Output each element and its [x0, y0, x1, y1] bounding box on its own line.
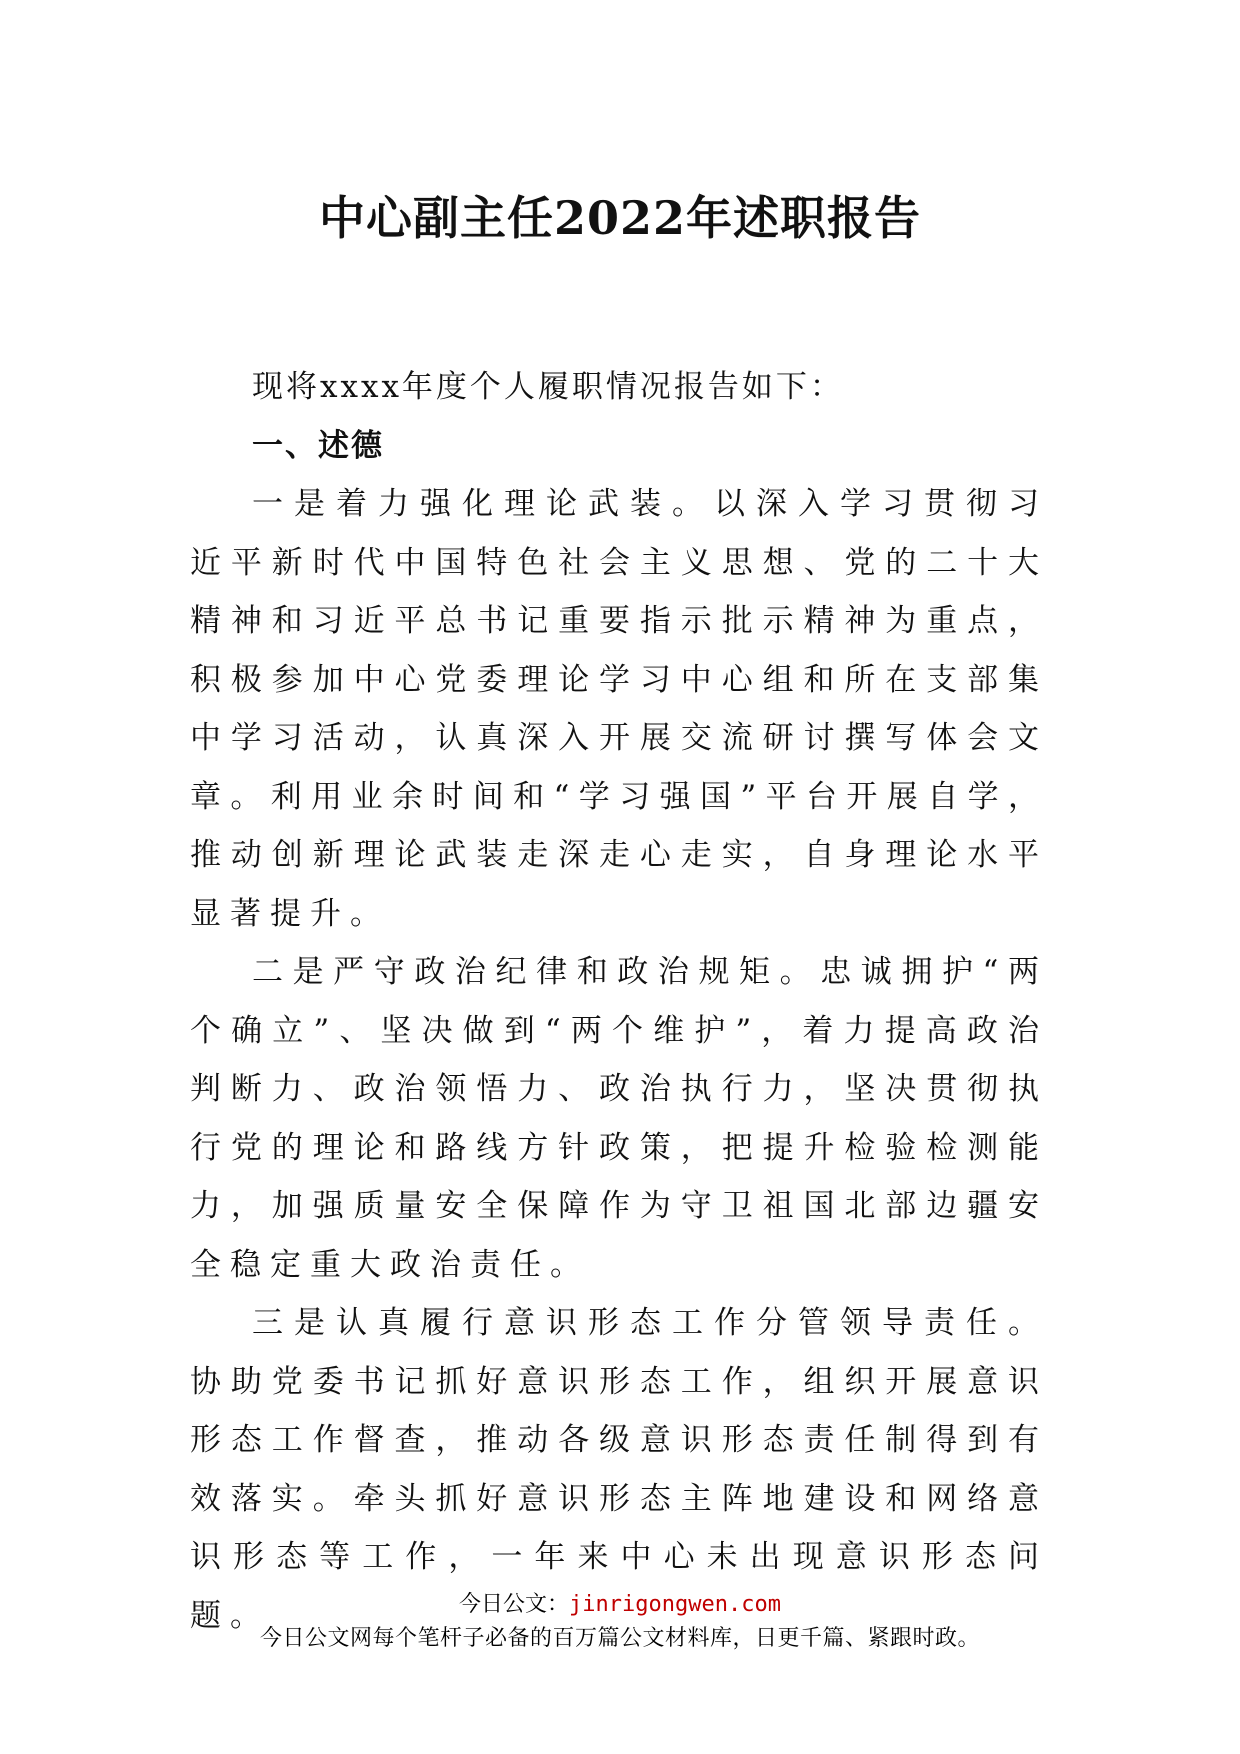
document-body — [190, 358, 1048, 1645]
section-heading: 一、述德 — [252, 427, 384, 464]
footer-tagline: 今日公文网每个笔杆子必备的百万篇公文材料库，日更千篇、紧跟时政。 — [259, 1626, 980, 1651]
document-title: 中心副主任2022年述职报告 — [318, 191, 922, 245]
footer-site-link[interactable]: jinrigongwen.com — [569, 1592, 781, 1617]
paragraph-2: 二是严守政治纪律和政治规矩。忠诚拥护“两个确立”、坚决做到“两个维护”，着力提高政治判断力、政治领悟力、政治执行力，坚决贯彻执行党的理论和路线方针政策，把提升检验检测能力，加强质量安全保障作为守卫祖国北部边疆安全稳定重大政治责任。 — [190, 954, 1048, 1283]
paragraph-1: 一是着力强化理论武装。以深入学习贯彻习近平新时代中国特色社会主义思想、党的二十大精神和习近平总书记重要指示批示精神为重点，积极参加中心党委理论学习中心组和所在支部集中学习活动，认真深入开展交流研讨撰写体会文章。利用业余时间和“学习强国”平台开展自学，推动创新理论武装走深走心走实，自身理论水平显著提升。 — [190, 486, 1048, 932]
footer-label: 今日公文： — [459, 1592, 570, 1617]
paragraph-3: 三是认真履行意识形态工作分管领导责任。协助党委书记抓好意识形态工作，组织开展意识形态工作督查，推动各级意识形态责任制得到有效落实。牵头抓好意识形态主阵地建设和网络意识形态等工作，一年来中心未出现意识形态问题。 — [190, 1305, 1048, 1634]
footer-site-line — [0, 1590, 1240, 1620]
intro-paragraph: 现将xxxx年度个人履职情况报告如下： — [252, 369, 844, 405]
